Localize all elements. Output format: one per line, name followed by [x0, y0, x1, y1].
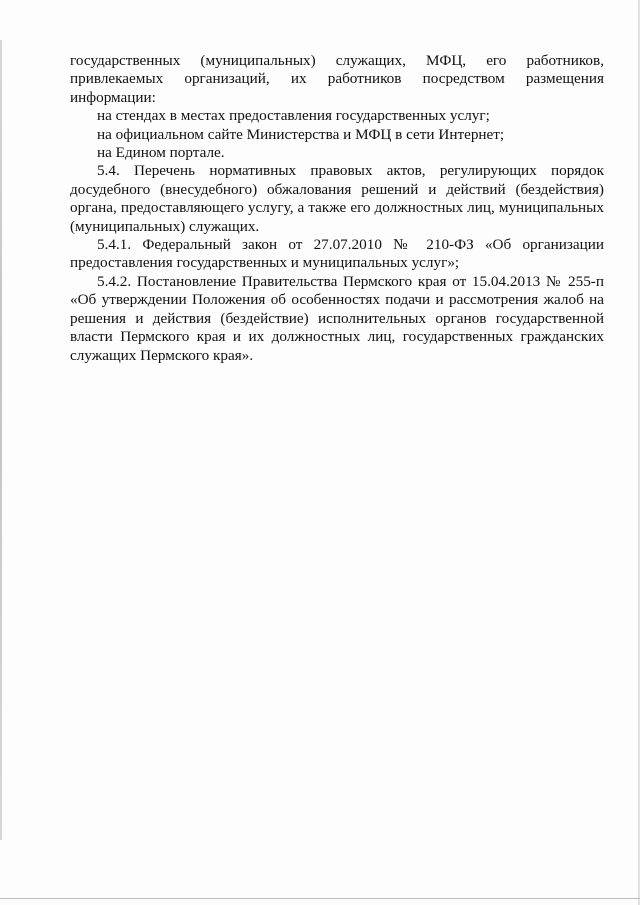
list-item-stands: на стендах в местах предоставления государственных услуг;: [97, 107, 490, 125]
scan-edge-left: [0, 40, 2, 840]
list-item-portal: на Едином портале.: [97, 144, 225, 162]
document-body: [70, 52, 604, 365]
list-item-website: на официальном сайте Министерства и МФЦ в сети Интернет;: [97, 125, 505, 143]
section-5-4: 5.4. Перечень нормативных правовых актов, регулирующих порядок досудебного (внесудебного) обжалования решений и действий (бездействия) органа, предоставляющего услугу, а также его должностных лиц, муниципальных (муниципальных) служащих.: [70, 162, 604, 235]
scan-edge-bottom: [0, 898, 640, 899]
paragraph-continuation: государственных (муниципальных) служащих, МФЦ, его работников, привлекаемых организаций, их работников посредством размещения информации:: [70, 52, 604, 106]
section-5-4-1: 5.4.1. Федеральный закон от 27.07.2010 № 210-ФЗ «Об организации предоставления государственных и муниципальных услуг»;: [70, 236, 604, 272]
section-5-4-2: 5.4.2. Постановление Правительства Пермского края от 15.04.2013 № 255-п «Об утверждении Положения об особенностях подачи и рассмотрения жалоб на решения и действия (бездействие) исполнительных органов государственной власти Пермского края и их должностных лиц, государственных гражданских служащих Пермского края».: [70, 272, 604, 364]
